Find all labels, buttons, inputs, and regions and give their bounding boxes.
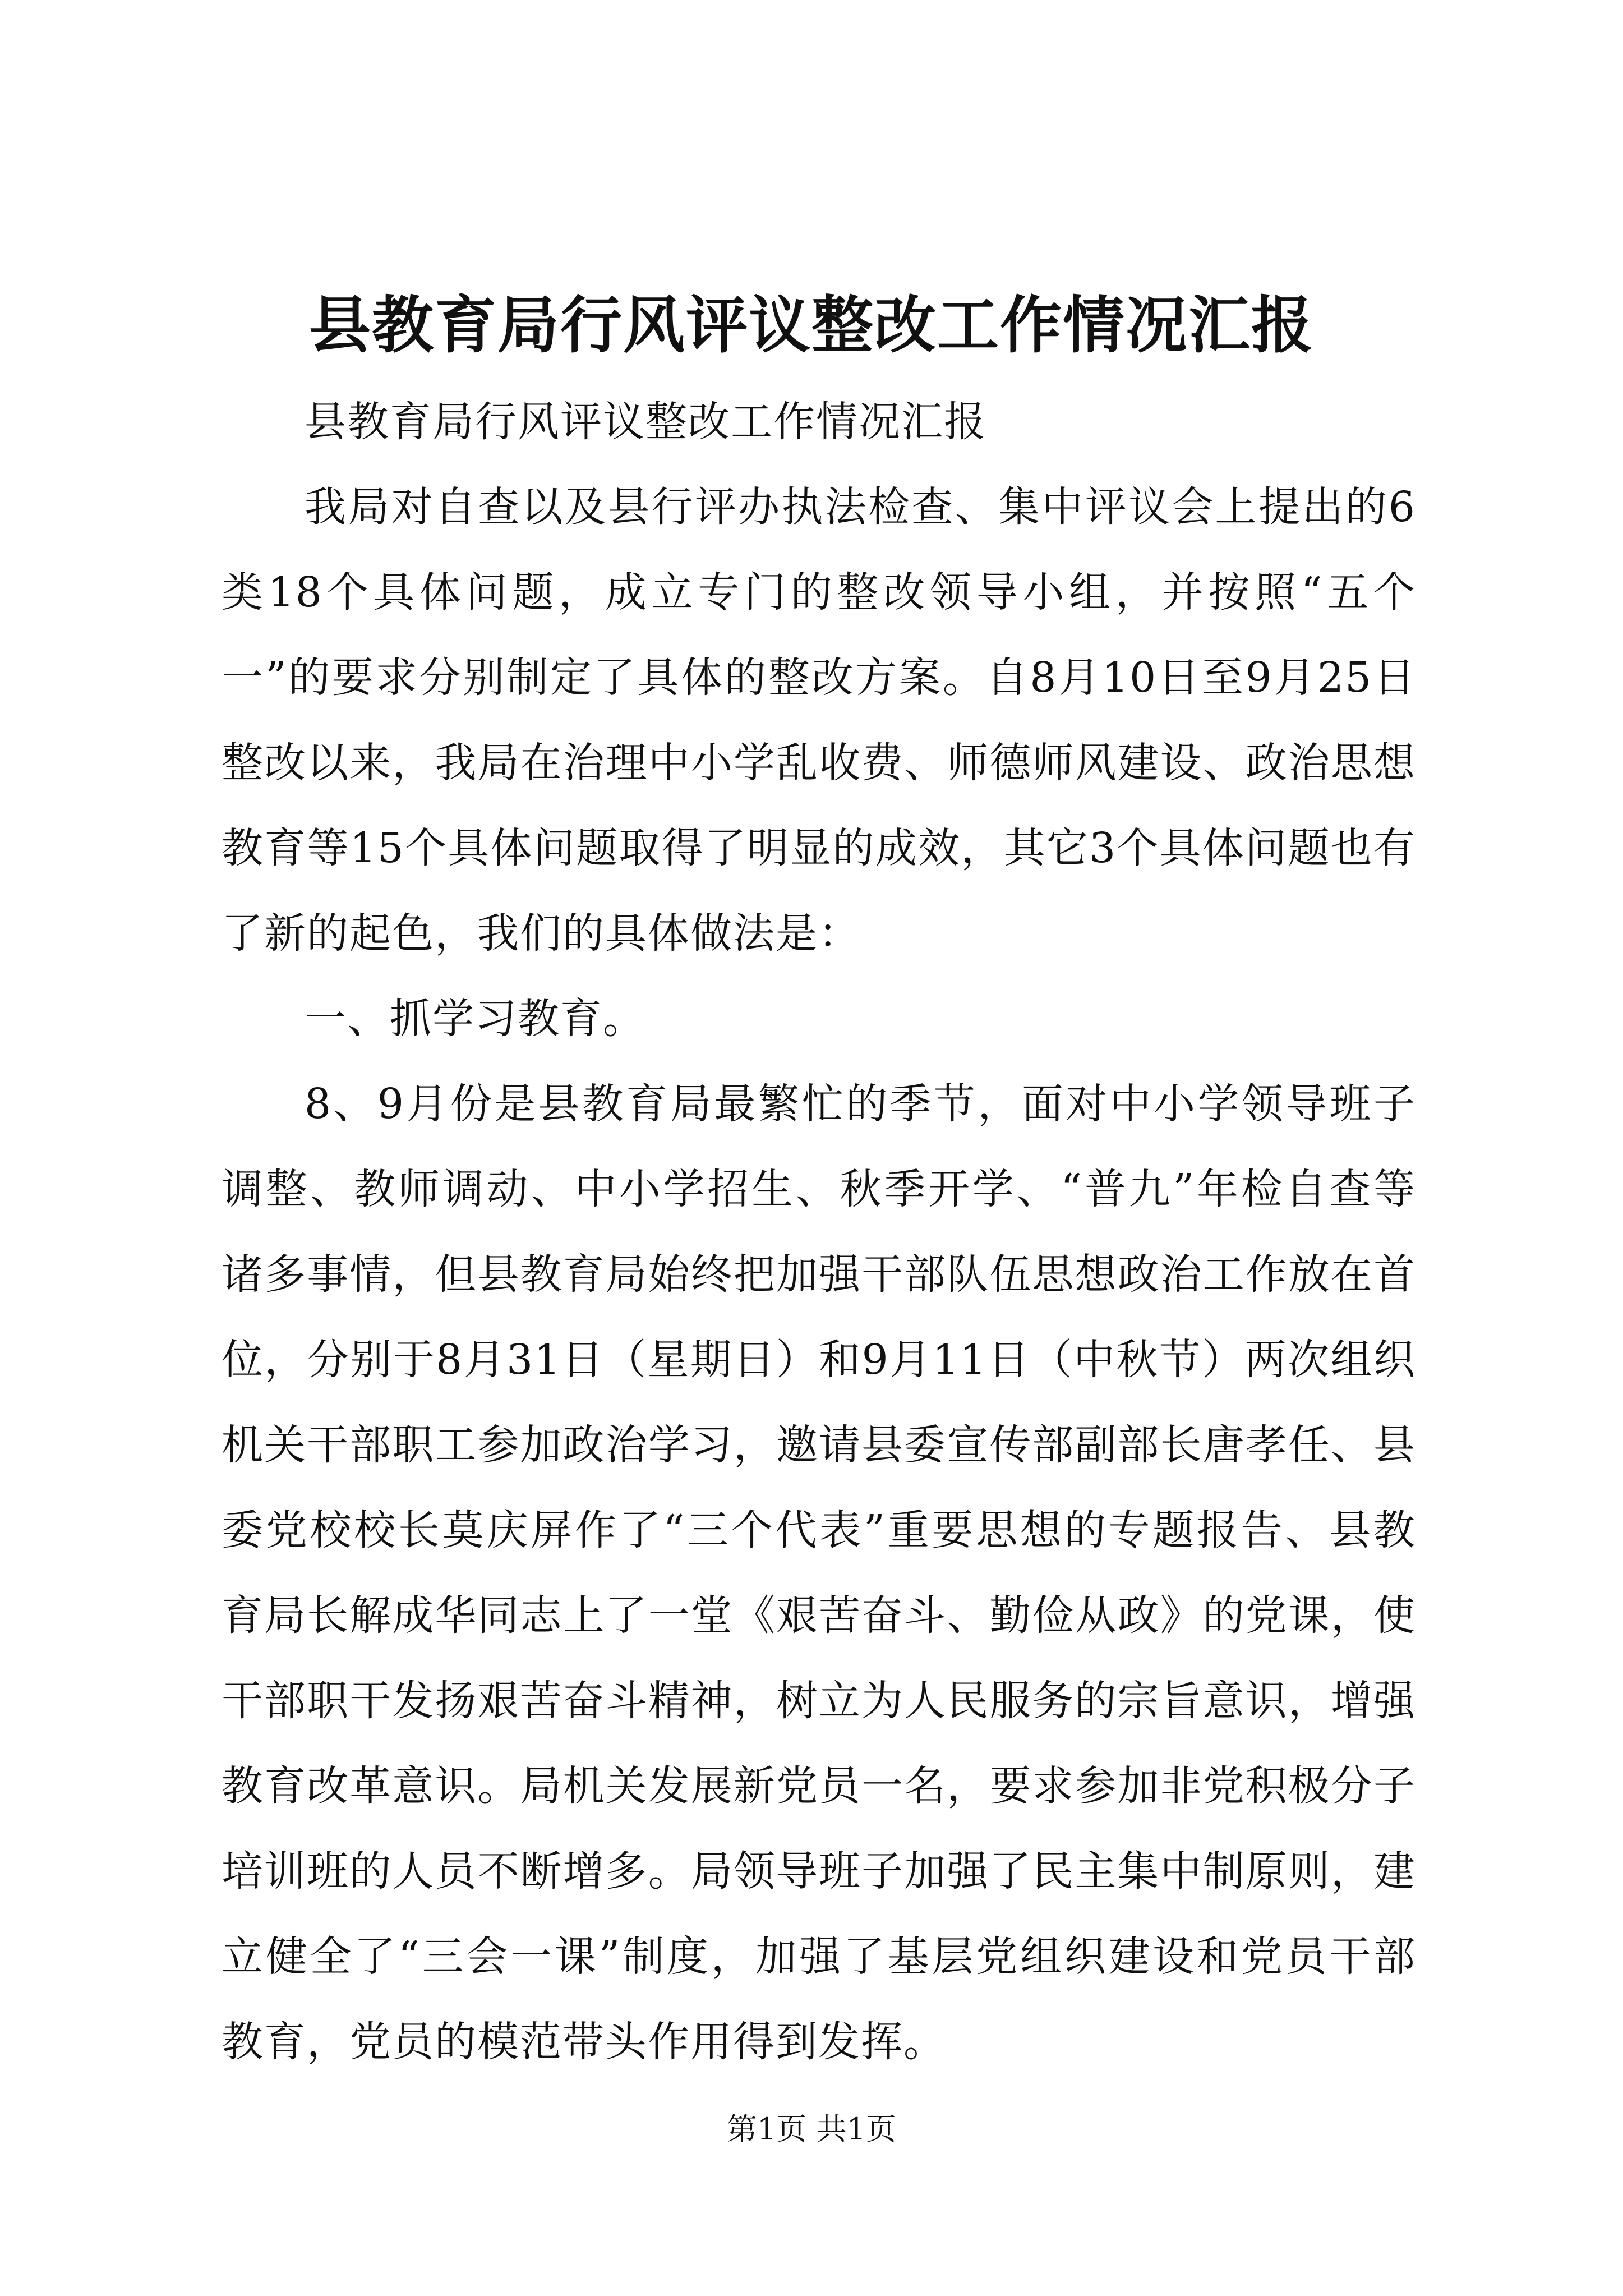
subtitle-paragraph: 县教育局行风评议整改工作情况汇报 xyxy=(305,398,986,446)
section-paragraph: 8、9月份是县教育局最繁忙的季节，面对中小学领导班子调整、教师调动、中小学招生、秋季开学、“普九”年检自查等诸多事情，但县教育局始终把加强干部队伍思想政治工作放在首位，分别于8月31日（星期日）和9月11日（中秋节）两次组织机关干部职工参加政治学习，邀请县委宣传部副部长唐孝任、县委党校校长莫庆屏作了“三个代表”重要思想的专题报告、县教育局长解成华同志上了一堂《艰苦奋斗、勤俭从政》的党课，使干部职干发扬艰苦奋斗精神，树立为人民服务的宗旨意识，增强教育改革意识。局机关发展新党员一名，要求参加非党积极分子培训班的人员不断增多。局领导班子加强了民主集中制原则，建立健全了“三会一课”制度，加强了基层党组织建设和党员干部教育，党员的模范带头作用得到发挥。 xyxy=(222,1080,1416,2066)
document-title: 县教育局行风评议整改工作情况汇报 xyxy=(309,289,1314,361)
section-heading: 一、抓学习教育。 xyxy=(305,995,645,1043)
page-footer: 第1页 共1页 xyxy=(727,2111,896,2147)
document-body xyxy=(222,379,1416,2085)
intro-paragraph: 我局对自查以及县行评办执法检查、集中评议会上提出的6类18个具体问题，成立专门的整改领导小组，并按照“五个一”的要求分别制定了具体的整改方案。自8月10日至9月25日整改以来，我局在治理中小学乱收费、师德师风建设、政治思想教育等15个具体问题取得了明显的成效，其它3个具体问题也有了新的起色，我们的具体做法是： xyxy=(222,483,1416,958)
